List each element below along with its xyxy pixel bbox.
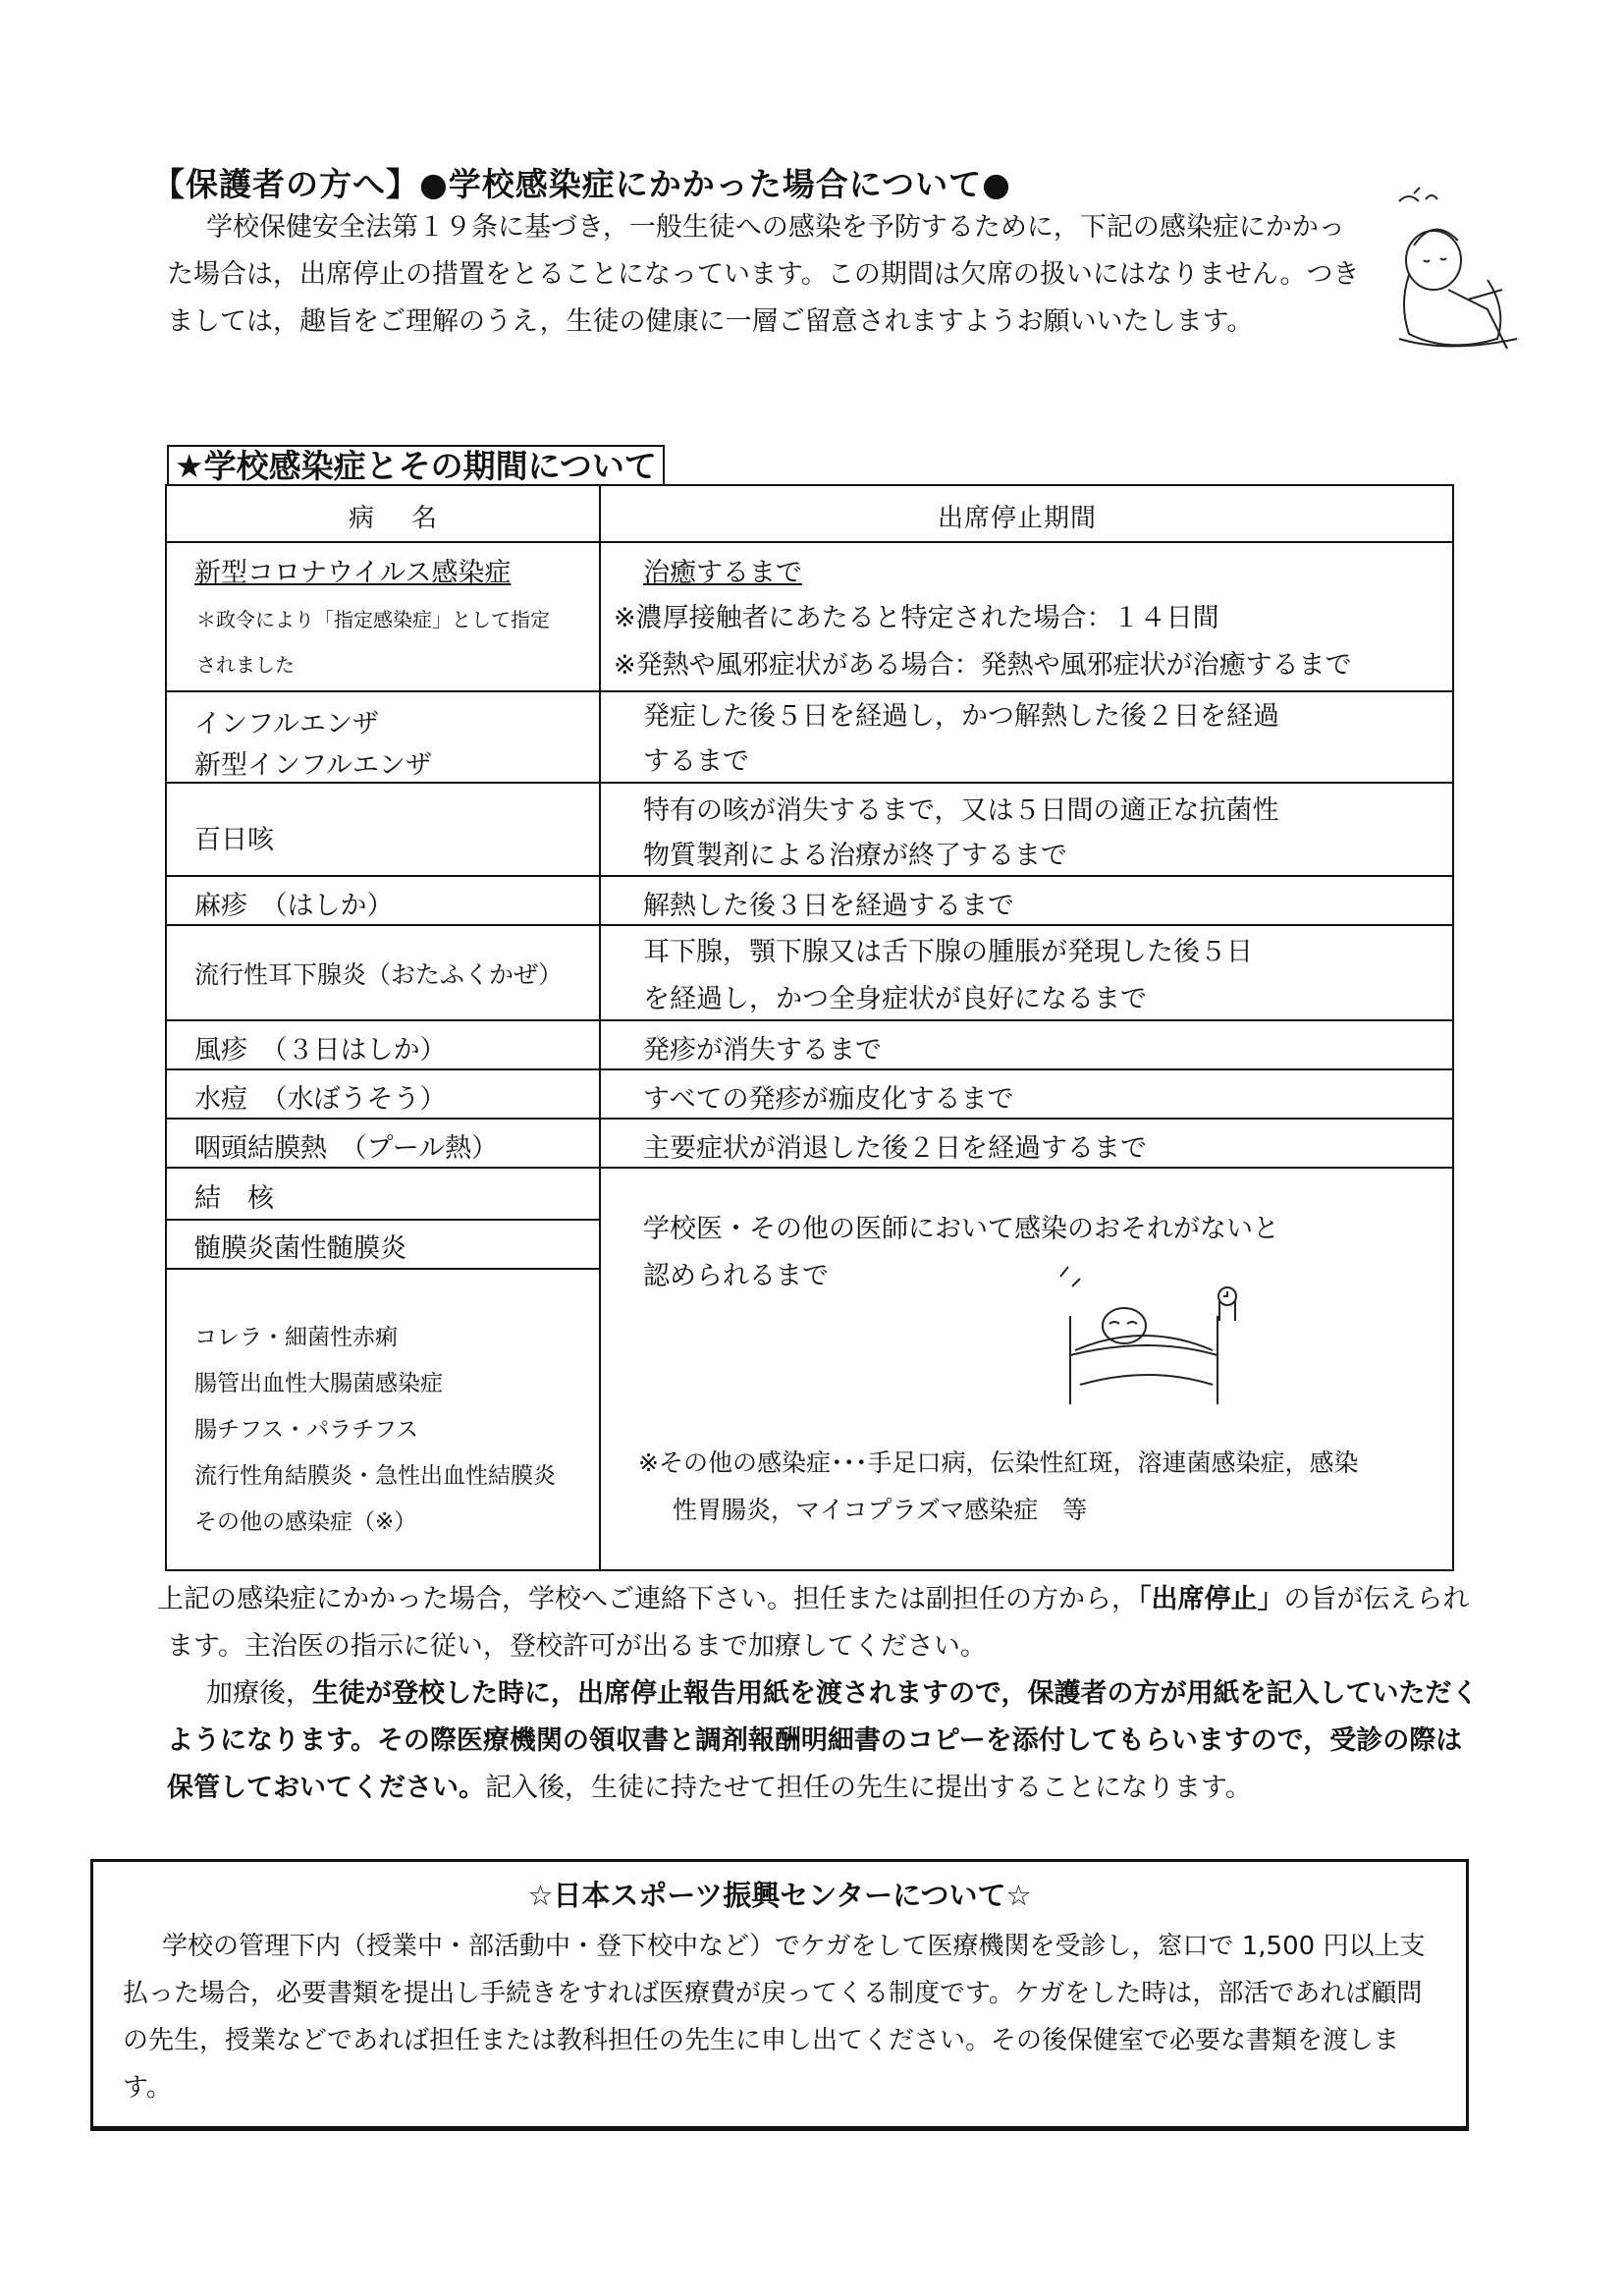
disease-name: 新型インフルエンザ [194, 750, 432, 781]
row-divider [167, 875, 1452, 877]
text-run: 記入後，生徒に持たせて担任の先生に提出することになります。 [485, 1773, 1252, 1803]
disease-name: 流行性角結膜炎・急性出血性結膜炎 [194, 1463, 556, 1489]
period-text: ※発熱や風邪症状がある場合：発熱や風邪症状が治癒するまで [614, 650, 1352, 681]
text-run: 加療後， [206, 1678, 312, 1709]
period-text: ※その他の感染症･･･手足口病，伝染性紅斑，溶連菌感染症，感染 [638, 1449, 1359, 1477]
row-divider [167, 1268, 599, 1270]
disease-name: 新型コロナウイルス感染症 [194, 558, 512, 588]
text-run: の旨が伝えられます。主治医の指示に従い，登校許可が出るまで加療してください。 [167, 1584, 1470, 1662]
row-divider [167, 1219, 599, 1221]
patient-in-bed-illustration [1051, 1257, 1247, 1414]
period-text: 認められるまで [643, 1261, 829, 1291]
period-text: ※濃厚接触者にあたると特定された場合：１４日間 [614, 603, 1219, 633]
contact-paragraph [157, 1576, 1483, 1670]
disease-note: されました [196, 653, 295, 677]
period-text: すべての発疹が痂皮化するまで [643, 1084, 1014, 1115]
box-text: 学校の管理下内（授業中・部活動中・登下校中など）でケガをして医療機関を受診し，窓口で 1,500 円以上支払った場合，必要書類を提出し手続きをすれば医療費が戻ってくる制度です。ケガをした時は，部活であれば顧問の先生，授業などであれば担任または教科担任の先生に申し出てください。その後保健室で必要な書類を渡します。 [123, 1932, 1426, 2103]
row-divider [167, 1118, 1452, 1120]
header-disease: 病 名 [349, 504, 444, 533]
disease-name: 髄膜炎菌性髄膜炎 [194, 1233, 406, 1264]
page-heading: 【保護者の方へ】●学校感染症にかかった場合について● [152, 165, 1011, 203]
disease-name: 百日咳 [194, 825, 274, 855]
period-text: 耳下腺，顎下腺又は舌下腺の腫脹が発現した後５日 [643, 937, 1253, 967]
sick-person-illustration [1380, 182, 1537, 363]
report-paragraph [167, 1670, 1483, 1812]
column-divider [599, 486, 601, 1569]
period-text: 物質製剤による治療が終了するまで [643, 841, 1067, 871]
row-divider [167, 782, 1452, 784]
text-run-bold: 「出席停止」 [1138, 1584, 1284, 1614]
row-divider [167, 924, 1452, 926]
disease-name: コレラ・細菌性赤痢 [194, 1325, 398, 1350]
row-divider [167, 690, 1452, 692]
row-divider [167, 541, 1452, 543]
period-text: 発症した後５日を経過し，かつ解熱した後２日を経過 [643, 701, 1279, 732]
period-text: 治癒するまで [643, 558, 802, 588]
period-text: 特有の咳が消失するまで，又は５日間の適正な抗菌性 [643, 795, 1279, 826]
period-text: するまで [643, 746, 749, 777]
disease-name: 咽頭結膜熱 （プール熱） [194, 1133, 499, 1164]
disease-name: 麻疹 （はしか） [194, 891, 394, 921]
table-title: ★学校感染症とその期間について [167, 445, 665, 486]
box-title: ☆日本スポーツ振興センターについて☆ [527, 1879, 1032, 1912]
row-divider [167, 1167, 1452, 1169]
disease-name: 腸管出血性大腸菌感染症 [194, 1371, 443, 1396]
sports-center-box [90, 1859, 1469, 2131]
text-run: 上記の感染症にかかった場合，学校へご連絡下さい。担任または副担任の方から， [157, 1584, 1138, 1614]
infection-table [165, 484, 1454, 1571]
disease-name: 流行性耳下腺炎（おたふくかぜ） [194, 960, 564, 989]
period-text: 発疹が消失するまで [643, 1035, 882, 1066]
disease-name: その他の感染症（※） [194, 1509, 417, 1535]
period-text: 解熱した後３日を経過するまで [643, 891, 1014, 921]
text-run-bold: 生徒が登校した時に，出席停止報告用紙を渡されますので，保護者の方が用紙を記入していただくようになります。その際医療機関の領収書と調剤報酬明細書のコピーを添付してもらいますので，受診の際は保管しておいてください。 [167, 1678, 1479, 1803]
notice-paragraphs [157, 1576, 1483, 1812]
row-divider [167, 1068, 1452, 1070]
disease-name: 水痘 （水ぼうそう） [194, 1084, 447, 1115]
header-period: 出席停止期間 [938, 504, 1098, 533]
disease-name: インフルエンザ [194, 709, 379, 739]
box-body [123, 1923, 1443, 2111]
row-divider [167, 1019, 1452, 1021]
disease-note: ＊政令により「指定感染症」として指定 [196, 608, 550, 631]
period-text: 主要症状が消退した後２日を経過するまで [643, 1133, 1147, 1164]
disease-name: 結 核 [194, 1183, 274, 1214]
disease-name: 風疹 （３日はしか） [194, 1035, 447, 1066]
period-text: 学校医・その他の医師において感染のおそれがないと [643, 1214, 1279, 1244]
intro-text: 学校保健安全法第１９条に基づき，一般生徒への感染を予防するために，下記の感染症にかかった場合は，出席停止の措置をとることになっています。この期間は欠席の扱いにはなりません。つきましては，趣旨をご理解のうえ，生徒の健康に一層ご留意されますようお願いいたします。 [167, 212, 1360, 337]
period-text: を経過し，かつ全身症状が良好になるまで [643, 984, 1147, 1014]
intro-paragraph [167, 204, 1365, 346]
disease-name: 腸チフス・パラチフス [194, 1417, 419, 1443]
period-text: 性胃腸炎，マイコプラズマ感染症 等 [673, 1496, 1088, 1524]
